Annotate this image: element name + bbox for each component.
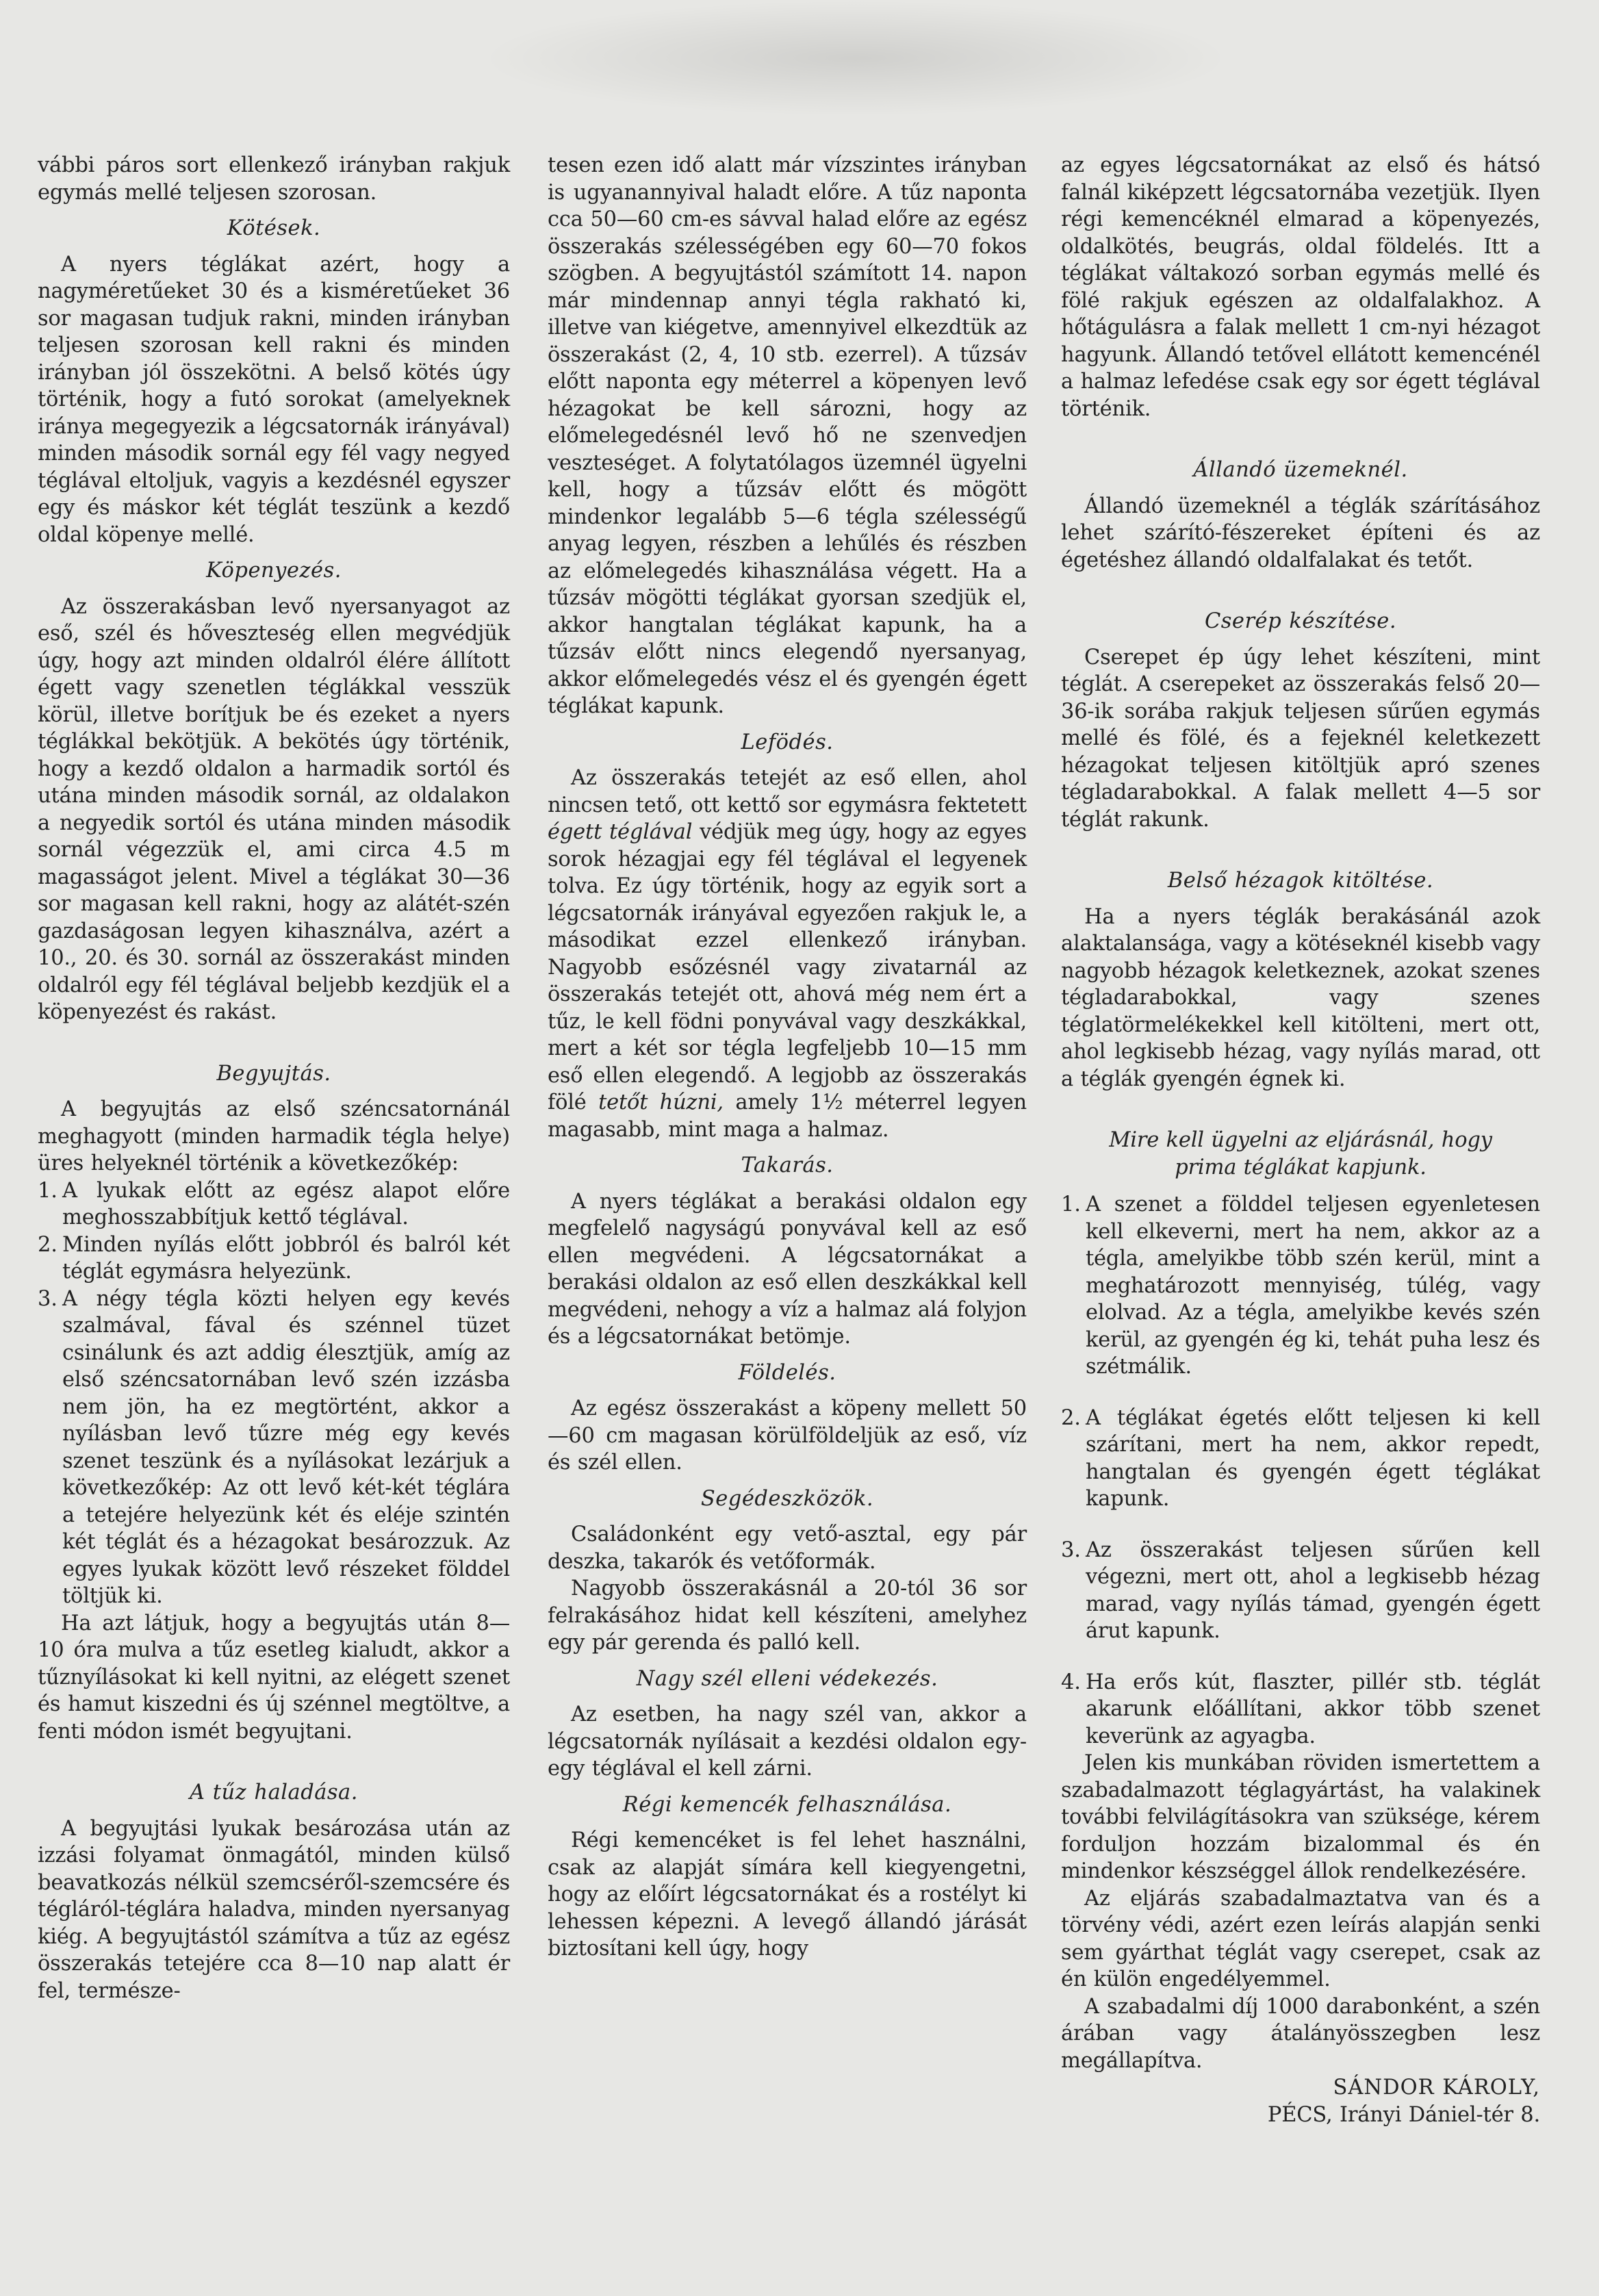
paragraph-cserep: Cserepet ép úgy lehet készíteni, mint téglát. A cserepeket az összerakás felső 20—36-ik sorába rakjuk teljesen sűrűen egymás mellé és fölé, és a fejeknél keletkezett hézagokat teljesen kitöltjük apró szenes tégladarabokkal. A falak mellett 4—5 sor téglát rakunk. (1061, 645, 1540, 832)
paragraph-takaras: A nyers téglákat a berakási oldalon egy megfelelő nagyságú ponyvával kell az eső ellen megvédeni. A légcsatornákat a berakási oldalon az eső ellen deszkákkal kell megvédeni, nehogy a víz a halmaz alá folyjon és a légcsatornákat betömje. (548, 1189, 1027, 1349)
paragraph-begyujtas-intro: A begyujtás az első széncsatornánál meghagyott (minden harmadik tégla helye) üres helyeknél történik a következőkép: (38, 1097, 510, 1175)
heading-allando: Állandó üzemeknél. (1193, 458, 1408, 482)
paragraph-szel: Az esetben, ha nagy szél van, akkor a légcsatornák nyílásait a kezdési oldalon egy-egy téglával el kell zárni. (548, 1702, 1027, 1781)
list-number: 2. (38, 1232, 57, 1257)
list-text: Az összerakást teljesen sűrűen kell végezni, mert ott, ahol a legkisebb hézag marad, vagy nyílás támad, gyengén égett árut kapunk. (1086, 1538, 1540, 1643)
paragraph-continued: vábbi páros sort ellenkező irányban rakjuk egymás mellé teljesen szorosan. (38, 153, 510, 205)
heading-cserep: Cserép készítése. (1204, 609, 1397, 633)
heading-begyujtas: Begyujtás. (216, 1061, 331, 1086)
heading-tuz-haladasa: A tűz haladása. (190, 1781, 358, 1804)
paragraph-summary: Jelen kis munkában röviden ismertettem a szabadalmazott téglagyártást, ha valakinek további felvilágításokra van szüksége, kérem forduljon hozzám bizalommal és én mindenkor készséggel állok rendelkezésére. (1061, 1751, 1540, 1883)
list-text: A téglákat égetés előtt teljesen ki kell szárítani, mert ha nem, akkor repedt, hangtalan és gyengén égett téglákat kapunk. (1086, 1405, 1540, 1511)
text-run: amely 1½ méterrel legyen magasabb, mint maga a halmaz. (548, 1090, 1027, 1142)
paragraph-continued: az egyes légcsatornákat az első és hátsó falnál kiképzett légcsatornába vezetjük. Ilyen régi kemencéknél elmarad a köpenyezés, oldalkötés, beugrás, oldal földelés. Itt a téglákat váltakozó sorban egymás mellé és fölé rakjuk egészen az oldalfalakhoz. A hőtágulásra a falak mellett 1 cm-nyi hézagot hagyunk. Állandó tetővel ellátott kemencénél a halmaz lefedése csak egy sor égett téglával történik. (1061, 153, 1540, 421)
paragraph-tuz-haladasa: A begyujtási lyukak besározása után az izzási folyamat önmagától, minden külső beavatkozás nélkül szemcséről-szemcsére és tégláról-téglára haladva, minden nyersanyag kiég. A begyujtástól számítva a tűz az egész összerakás tetejére cca 8—10 nap alatt ér fel, természe- (38, 1816, 510, 2003)
paragraph-fee: A szabadalmi díj 1000 darabonként, a szén árában vagy átalányösszegben lesz megállapítva. (1061, 1994, 1540, 2073)
paragraph-segedeszkozok: Családonként egy vető-asztal, egy pár deszka, takarók és vetőformák. (548, 1522, 1027, 1574)
text-run: védjük meg úgy, hogy az egyes sorok hézagjai egy fél téglával el legyenek tolva. Ez úgy történik, hogy az egyik sort a légcsatornák irányával egyezően rakjuk le, a másodikat ezzel ellenkező irányban. Nagyobb esőzésnél vagy zivatarnál az összerakás tetejét ott, ahová még nem ért a tűz, le kell födni ponyvával vagy deszkákkal, mert a két sor tégla legfeljebb 10—15 mm eső ellen elegendő. A legjobb az összerakás fölé (548, 820, 1027, 1114)
paragraph-relight: Ha azt látjuk, hogy a begyujtás után 8—10 óra mulva a tűz esetleg kialudt, akkor a tűznyílásokat ki kell nyitni, az elégett szenet és hamut kiszedni és új szénnel megtöltve, a fenti módon ismét begyujtani. (38, 1611, 510, 1744)
heading-kotesek: Kötések. (227, 216, 321, 240)
scan-shadow (479, 0, 1232, 116)
paragraph-continued: tesen ezen idő alatt már vízszintes irányban is ugyanannyival haladt előre. A tűz naponta cca 50—60 cm-es sávval halad előre az egész összerakás szélességében egy 60—70 fokos szögben. A begyujtástól számított 14. napon már mindennap annyi tégla rakható ki, illetve van kiégetve, amennyivel elkezdtük az összerakást (2, 4, 10 stb. ezerrel). A tűzsáv előtt naponta egy méterrel a köpenyen levő hézagokat be kell sározni, hogy az előmelegedésnél levő hő ne szenvedjen veszteséget. A folytatólagos üzemnél ügyelni kell, hogy a tűzsáv előtt és mögött mindenkor legalább 5—6 tégla szélességű anyag legyen, részben a lehűlés és részben az előmelegedés kihasználása végett. Ha a tűzsáv mögötti téglákat gyorsan szedjük el, akkor hangtalan téglákat kapunk, ha a tűzsáv előtt nincs elegendő nyersanyag, akkor előmelegedés vész el és gyengén égett téglákat kapunk. (548, 153, 1027, 718)
column-middle (548, 152, 1027, 1963)
paragraph-belso-hezagok: Ha a nyers téglák berakásánál azok alaktalansága, vagy a kötéseknél kisebb vagy nagyobb hézagok keletkeznek, azokat szenes tégladarabokkal, vagy szenes téglatörmelékekkel kell kitölteni, mert ott, ahol legkisebb hézag, vagy nyílás marad, ott a téglák gyengén égnek ki. (1061, 904, 1540, 1091)
column-right (1061, 152, 1540, 2128)
list-text: Ha erős kút, flaszter, pillér stb. téglát akarunk előállítani, akkor több szenet keverünk az agyagba. (1086, 1670, 1540, 1748)
list-item (1061, 1669, 1540, 1750)
heading-takaras: Takarás. (741, 1153, 834, 1177)
heading-lefodes: Lefödés. (741, 730, 834, 754)
paragraph-lefodes (548, 765, 1027, 1143)
text-run-italic: égett téglával (548, 820, 693, 844)
list-number: 3. (38, 1286, 57, 1311)
list-text: A szenet a földdel teljesen egyenletesen kell elkeverni, mert ha nem, akkor az a tégla, amelyikbe több szén kerül, mint a meghatározott mennyiség, túlég, vagy elolvad. Az a tégla, amelyikbe kevés szén kerül, az gyengén ég ki, tehát puha lesz és szétmálik. (1086, 1192, 1540, 1379)
list-item (38, 1232, 510, 1286)
list-item (1061, 1537, 1540, 1645)
heading-szel: Nagy szél elleni védekezés. (636, 1666, 938, 1691)
paragraph-hid: Nagyobb összerakásnál a 20-tól 36 sor felrakásához hidat kell készíteni, amelyhez egy pár gerenda és palló kell. (548, 1577, 1027, 1655)
heading-line: prima téglákat kapjunk. (1175, 1155, 1427, 1179)
text-run: Az összerakás tetejét az eső ellen, ahol nincsen tető, ott kettő sor egymásra fektetett (548, 766, 1027, 817)
list-text: Minden nyílás előtt jobbról és balról két téglát egymásra helyezünk. (62, 1232, 510, 1284)
paragraph-kopenyezes: Az összerakásban levő nyersanyagot az eső, szél és hőveszteség ellen megvédjük úgy, hogy azt minden oldalról élére állított égett vagy szenetlen téglákkal vesszük körül, illetve borítjuk be és ezeket a nyers téglákkal bekötjük. A bekötés úgy történik, hogy a kezdő oldalon a harmadik sortól és utána minden második sornál, az oldalakon a negyedik sortól és utána minden második sornál végezzük el, ami circa 4.5 m magasságot jelent. Mivel a téglákat 30—36 sor magasan kell rakni, hogy az alátét-szén gazdaságosan legyen kihasználva, azért a 10., 20. és 30. sornál az összerakást minden oldalról egy fél téglával beljebb kezdjük el a köpenyezést és rakást. (38, 594, 510, 1024)
paragraph-kotesek: A nyers téglákat azért, hogy a nagyméretűeket 30 és a kisméretűeket 36 sor magasan tudjuk rakni, minden irányban teljesen szorosan kell rakni és minden irányban jól összekötni. A belső kötés úgy történik, hogy a futó sorokat (amelyeknek iránya megegyezik a légcsatornák irányával) minden második sornál egy fél vagy negyed téglával eltoljuk, vagyis a kezdésnél egyszer egy és máskor két téglát teszünk a kezdő oldal köpenye mellé. (38, 252, 510, 547)
list-item (1061, 1405, 1540, 1513)
author-signature: SÁNDOR KÁROLY, (1333, 2076, 1540, 2100)
heading-mire-kell-ugyelni (1061, 1127, 1540, 1181)
paragraph-allando: Állandó üzemeknél a téglák szárításához lehet szárító-fészereket építeni és az égetéshez állandó oldalfalakat és tetőt. (1061, 494, 1540, 572)
begyujtas-steps (38, 1177, 510, 1610)
text-run-italic: tetőt húzni, (598, 1090, 724, 1114)
list-number: 1. (38, 1178, 57, 1203)
heading-segedeszkozok: Segédeszközök. (700, 1486, 874, 1511)
heading-belso-hezagok: Belső hézagok kitöltése. (1167, 869, 1434, 893)
column-left (38, 152, 510, 2004)
tips-list (1061, 1191, 1540, 1750)
paragraph-foldeles: Az egész összerakást a köpeny mellett 50—60 cm magasan körülföldeljük az eső, víz és szél ellen. (548, 1396, 1027, 1475)
paragraph-regi-kemencek: Régi kemencéket is fel lehet használni, csak az alapját símára kell kiegyengetni, hogy az előírt légcsatornákat és a rostélyt ki lehessen képezni. A levegő állandó járását biztosítani kell úgy, hogy (548, 1828, 1027, 1961)
list-text: A négy tégla közti helyen egy kevés szalmával, fával és szénnel tüzet csinálunk és azt addig élesztjük, amíg az első széncsatornában levő szén izzásba nem jön, ha ez megtörtént, akkor a nyílásban levő tűzre még egy kevés szenet teszünk és a nyílásokat lezárjuk a következőkép: Az ott levő két-két téglára a tetejére helyezünk két és eléje szintén két téglát és a hézagokat besározzuk. Az egyes lyukak között levő részeket földdel töltjük ki. (62, 1286, 510, 1608)
list-number: 1. (1061, 1192, 1081, 1216)
list-number: 2. (1061, 1405, 1081, 1430)
list-number: 3. (1061, 1538, 1081, 1562)
heading-regi-kemencek: Régi kemencék felhasználása. (622, 1792, 952, 1817)
paragraph-patent: Az eljárás szabadalmaztatva van és a törvény védi, azért ezen leírás alapján senki sem gyárthat téglát vagy cserepet, csak az én külön engedélyemmel. (1061, 1886, 1540, 1991)
heading-foldeles: Földelés. (738, 1360, 836, 1385)
list-text: A lyukak előtt az egész alapot előre meghosszabbítjuk kettő téglával. (62, 1178, 510, 1229)
author-address: PÉCS, Irányi Dániel-tér 8. (1267, 2102, 1540, 2127)
list-item (38, 1177, 510, 1232)
heading-kopenyezes: Köpenyezés. (206, 559, 342, 583)
heading-line: Mire kell ügyelni az eljárásnál, hogy (1109, 1128, 1492, 1152)
list-item (38, 1286, 510, 1610)
list-number: 4. (1061, 1670, 1081, 1694)
list-item (1061, 1191, 1540, 1381)
